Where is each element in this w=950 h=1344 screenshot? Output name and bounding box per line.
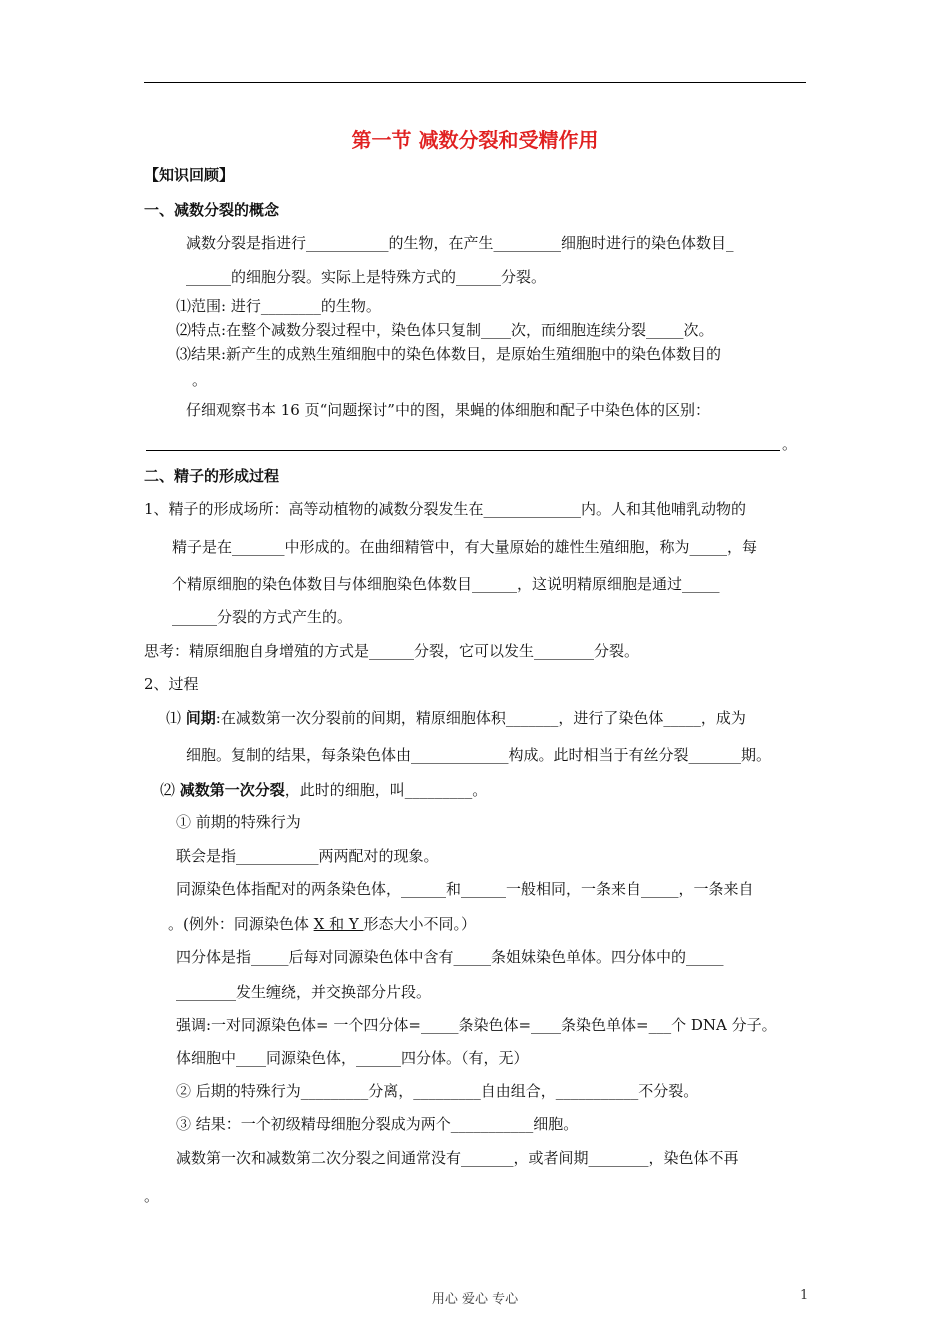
s2-para-line3: 个精原细胞的染色体数目与体细胞染色体数目______，这说明精原细胞是通过_____ [172, 575, 720, 593]
synapsis-line: 联会是指___________两两配对的现象。 [176, 847, 439, 865]
s1-observe-end: 。 [782, 435, 798, 453]
meiosis1-text: ，此时的细胞，叫_________。 [284, 781, 488, 799]
s1-item-scope: ⑴范围: 进行________的生物。 [176, 297, 381, 315]
homolog-line2 [168, 914, 476, 934]
s1-item-result: ⑶结果:新产生的成熟生殖细胞中的染色体数目，是原始生殖细胞中的染色体数目的 [176, 345, 722, 363]
result-line: ③ 结果：一个初级精母细胞分裂成为两个___________细胞。 [176, 1115, 579, 1133]
footer-motto: 用心 爱心 专心 [431, 1292, 519, 1307]
section2-heading: 二、精子的形成过程 [144, 467, 280, 485]
s2-para-line1: 1、精子的形成场所：高等动植物的减数分裂发生在_____________内。人和其他哺乳动物的 [144, 500, 747, 518]
homolog-exception-post: 形态大小不同。） [363, 915, 477, 933]
s1-para-line1: 减数分裂是指进行___________的生物，在产生_________细胞时进行的染色体数目_ [186, 234, 734, 252]
s1-item-feature: ⑵特点:在整个减数分裂过程中，染色体只复制____次，而细胞连续分裂_____次。 [176, 321, 714, 339]
tetrad-line1: 四分体是指_____后每对同源染色体中含有_____条姐妹染色单体。四分体中的_____ [176, 948, 724, 966]
page-title: 第一节 减数分裂和受精作用 [351, 128, 599, 152]
s2-para-line4: ______分裂的方式产生的。 [172, 608, 353, 626]
answer-line [146, 450, 780, 451]
s1-item-result-end: 。 [192, 371, 208, 389]
page-number: 1 [800, 1288, 809, 1303]
anaphase-line: ② 后期的特殊行为_________分离，_________自由组合，___________不分裂。 [176, 1082, 699, 1100]
homolog-line1: 同源染色体指配对的两条染色体，______和______一般相同，一条来自_____，一条来自 [176, 880, 754, 898]
emphasis-line: 强调:一对同源染色体= 一个四分体=_____条染色体=____条染色单体=___个 DNA 分子。 [176, 1016, 777, 1034]
homolog-exception-pre: 。(例外：同源染色体 [168, 915, 314, 933]
meiosis1-line [160, 780, 487, 800]
interkinesis-line: 减数第一次和减数第二次分裂之间通常没有_______，或者间期________，染色体不再 [176, 1149, 739, 1167]
interphase-text: :在减数第一次分裂前的间期，精原细胞体积_______，进行了染色体_____，成为 [215, 709, 746, 727]
somatic-line: 体细胞中____同源染色体，______四分体。（有，无） [176, 1049, 529, 1067]
interphase-line2: 细胞。复制的结果，每条染色体由_____________构成。此时相当于有丝分裂_______期。 [186, 746, 772, 764]
s1-para-line2: ______的细胞分裂。实际上是特殊方式的______分裂。 [186, 268, 547, 286]
tetrad-line2: ________发生缠绕，并交换部分片段。 [176, 983, 432, 1001]
s1-observe: 仔细观察书本 16 页“问题探讨”中的图，果蝇的体细胞和配子中染色体的区别： [186, 401, 710, 419]
interkinesis-end: 。 [144, 1187, 160, 1205]
homolog-exception-xy: X 和 Y [313, 915, 364, 933]
header-rule [144, 82, 806, 83]
prophase-heading: ① 前期的特殊行为 [176, 813, 301, 831]
section1-heading: 一、减数分裂的概念 [144, 201, 280, 219]
s2-think: 思考：精原细胞自身增殖的方式是______分裂，它可以发生________分裂。 [144, 642, 640, 660]
meiosis1-label: 减数第一次分裂 [179, 781, 285, 799]
s2-process: 2、过程 [144, 675, 199, 693]
interphase-label: 间期 [185, 709, 216, 727]
review-heading: 【知识回顾】 [144, 166, 235, 184]
interphase-line1 [166, 708, 746, 728]
interphase-num: ⑴ [166, 709, 186, 727]
s2-para-line2: 精子是在_______中形成的。在曲细精管中，有大量原始的雄性生殖细胞，称为_____，每 [172, 538, 758, 556]
meiosis1-num: ⑵ [160, 781, 180, 799]
